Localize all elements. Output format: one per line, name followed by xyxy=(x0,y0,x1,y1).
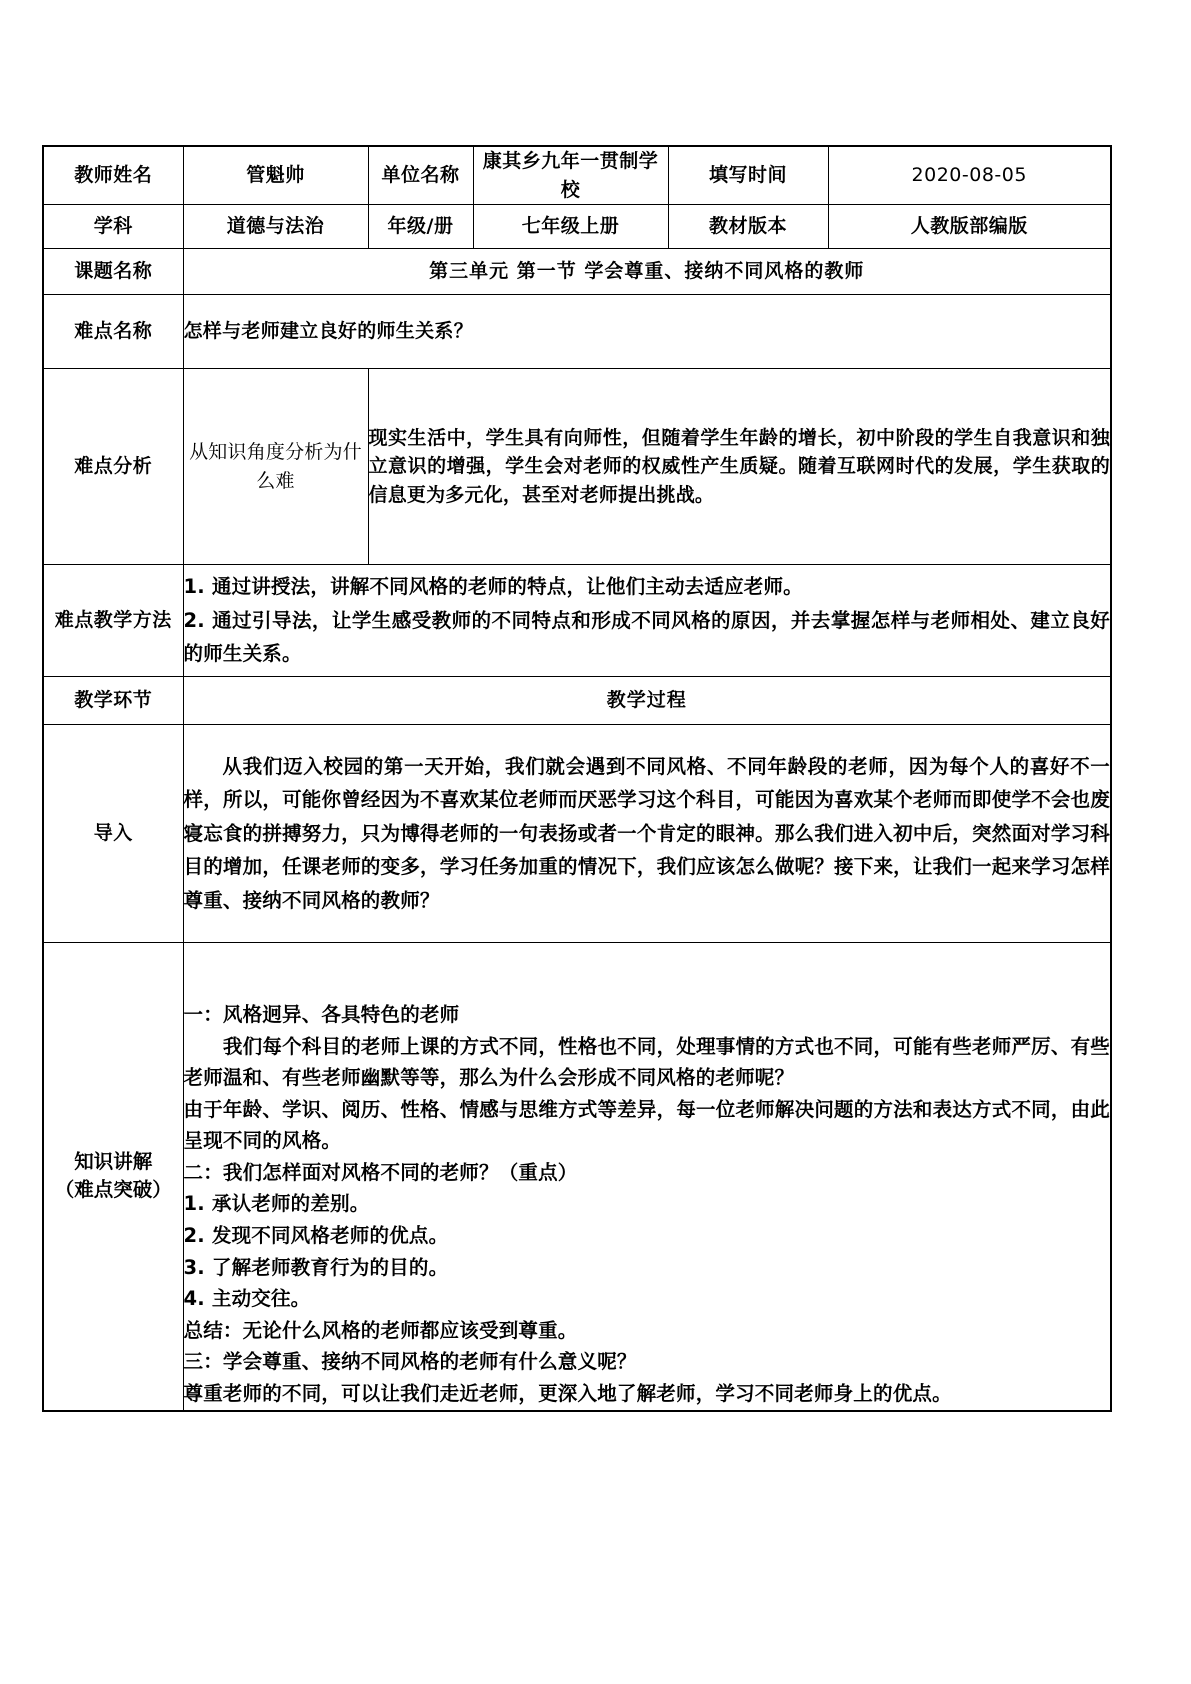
teacher-name-label: 教师姓名 xyxy=(43,146,183,205)
knowledge-line-8: 4. 主动交往。 xyxy=(183,1287,311,1311)
table-row xyxy=(43,565,1111,677)
teacher-name-value: 管魁帅 xyxy=(183,146,368,205)
knowledge-label-cell xyxy=(43,943,183,1411)
grade-value: 七年级上册 xyxy=(473,205,668,249)
intro-cell xyxy=(183,725,1111,943)
difficulty-method-label: 难点教学方法 xyxy=(43,565,183,677)
knowledge-label-line1: 知识讲解 xyxy=(74,1149,153,1173)
difficulty-analysis-text: 现实生活中，学生具有向师性，但随着学生年龄的增长，初中阶段的学生自我意识和独立意识的增强，学生会对老师的权威性产生质疑。随着互联网时代的发展，学生获取的信息更为多元化，甚至对老师提出挑战。 xyxy=(368,369,1111,565)
grade-label: 年级/册 xyxy=(368,205,473,249)
knowledge-line-10: 三：学会尊重、接纳不同风格的老师有什么意义呢？ xyxy=(183,1350,637,1374)
knowledge-line-2: 我们每个科目的老师上课的方式不同，性格也不同，处理事情的方式也不同，可能有些老师严厉、有些老师温和、有些老师幽默等等，那么为什么会形成不同风格的老师呢？ xyxy=(183,1034,1110,1090)
knowledge-line-5: 1. 承认老师的差别。 xyxy=(183,1192,370,1216)
table-row xyxy=(43,205,1111,249)
difficulty-name-label: 难点名称 xyxy=(43,295,183,369)
lesson-plan-sheet xyxy=(42,145,1110,1412)
textbook-label: 教材版本 xyxy=(668,205,828,249)
table-row xyxy=(43,295,1111,369)
table-row xyxy=(43,146,1111,205)
difficulty-analysis-label: 难点分析 xyxy=(43,369,183,565)
difficulty-method-line-2: 2. 通过引导法，让学生感受教师的不同特点和形成不同风格的原因，并去掌握怎样与老师相处、建立良好的师生关系。 xyxy=(183,608,1110,666)
knowledge-line-9: 总结：无论什么风格的老师都应该受到尊重。 xyxy=(183,1318,578,1342)
knowledge-line-3: 由于年龄、学识、阅历、性格、情感与思维方式等差异，每一位老师解决问题的方法和表达方式不同，由此呈现不同的风格。 xyxy=(183,1097,1110,1153)
table-row xyxy=(43,725,1111,943)
subject-value: 道德与法治 xyxy=(183,205,368,249)
knowledge-spacer xyxy=(184,943,1111,999)
textbook-value: 人教版部编版 xyxy=(828,205,1111,249)
knowledge-line-7: 3. 了解老师教育行为的目的。 xyxy=(183,1255,449,1279)
knowledge-line-1: 一：风格迥异、各具特色的老师 xyxy=(183,1003,460,1026)
difficulty-method-cell xyxy=(183,565,1111,677)
table-row xyxy=(43,677,1111,725)
knowledge-line-4: 二：我们怎样面对风格不同的老师？（重点） xyxy=(183,1160,578,1184)
knowledge-line-6: 2. 发现不同风格老师的优点。 xyxy=(183,1224,449,1248)
difficulty-analysis-sublabel: 从知识角度分析为什么难 xyxy=(183,369,368,565)
topic-label: 课题名称 xyxy=(43,249,183,295)
intro-text: 从我们迈入校园的第一天开始，我们就会遇到不同风格、不同年龄段的老师，因为每个人的喜好不一样，所以，可能你曾经因为不喜欢某位老师而厌恶学习这个科目，可能因为喜欢某个老师而即使学不会也废寝忘食的拼搏努力，只为博得老师的一句表扬或者一个肯定的眼神。那么我们进入初中后，突然面对学习科目的增加，任课老师的变多，学习任务加重的情况下，我们应该怎么做呢？接下来，让我们一起来学习怎样尊重、接纳不同风格的教师？ xyxy=(183,754,1110,912)
knowledge-line-11: 尊重老师的不同，可以让我们走近老师，更深入地了解老师，学习不同老师身上的优点。 xyxy=(183,1381,952,1405)
topic-value: 第三单元 第一节 学会尊重、接纳不同风格的教师 xyxy=(183,249,1111,295)
lesson-plan-table xyxy=(42,145,1112,1412)
unit-name-value: 康其乡九年一贯制学校 xyxy=(473,146,668,205)
difficulty-method-line-1: 1. 通过讲授法，讲解不同风格的老师的特点，让他们主动去适应老师。 xyxy=(183,575,803,599)
fill-time-label: 填写时间 xyxy=(668,146,828,205)
subject-label: 学科 xyxy=(43,205,183,249)
knowledge-label-line2: （难点突破） xyxy=(54,1178,172,1202)
difficulty-name-value: 怎样与老师建立良好的师生关系？ xyxy=(183,295,1111,369)
intro-label: 导入 xyxy=(43,725,183,943)
process-column-header: 教学过程 xyxy=(183,677,1111,725)
table-row xyxy=(43,943,1111,1411)
stage-column-header: 教学环节 xyxy=(43,677,183,725)
table-row xyxy=(43,369,1111,565)
table-row xyxy=(43,249,1111,295)
fill-time-value: 2020-08-05 xyxy=(828,146,1111,205)
unit-name-label: 单位名称 xyxy=(368,146,473,205)
knowledge-cell xyxy=(183,943,1111,1411)
